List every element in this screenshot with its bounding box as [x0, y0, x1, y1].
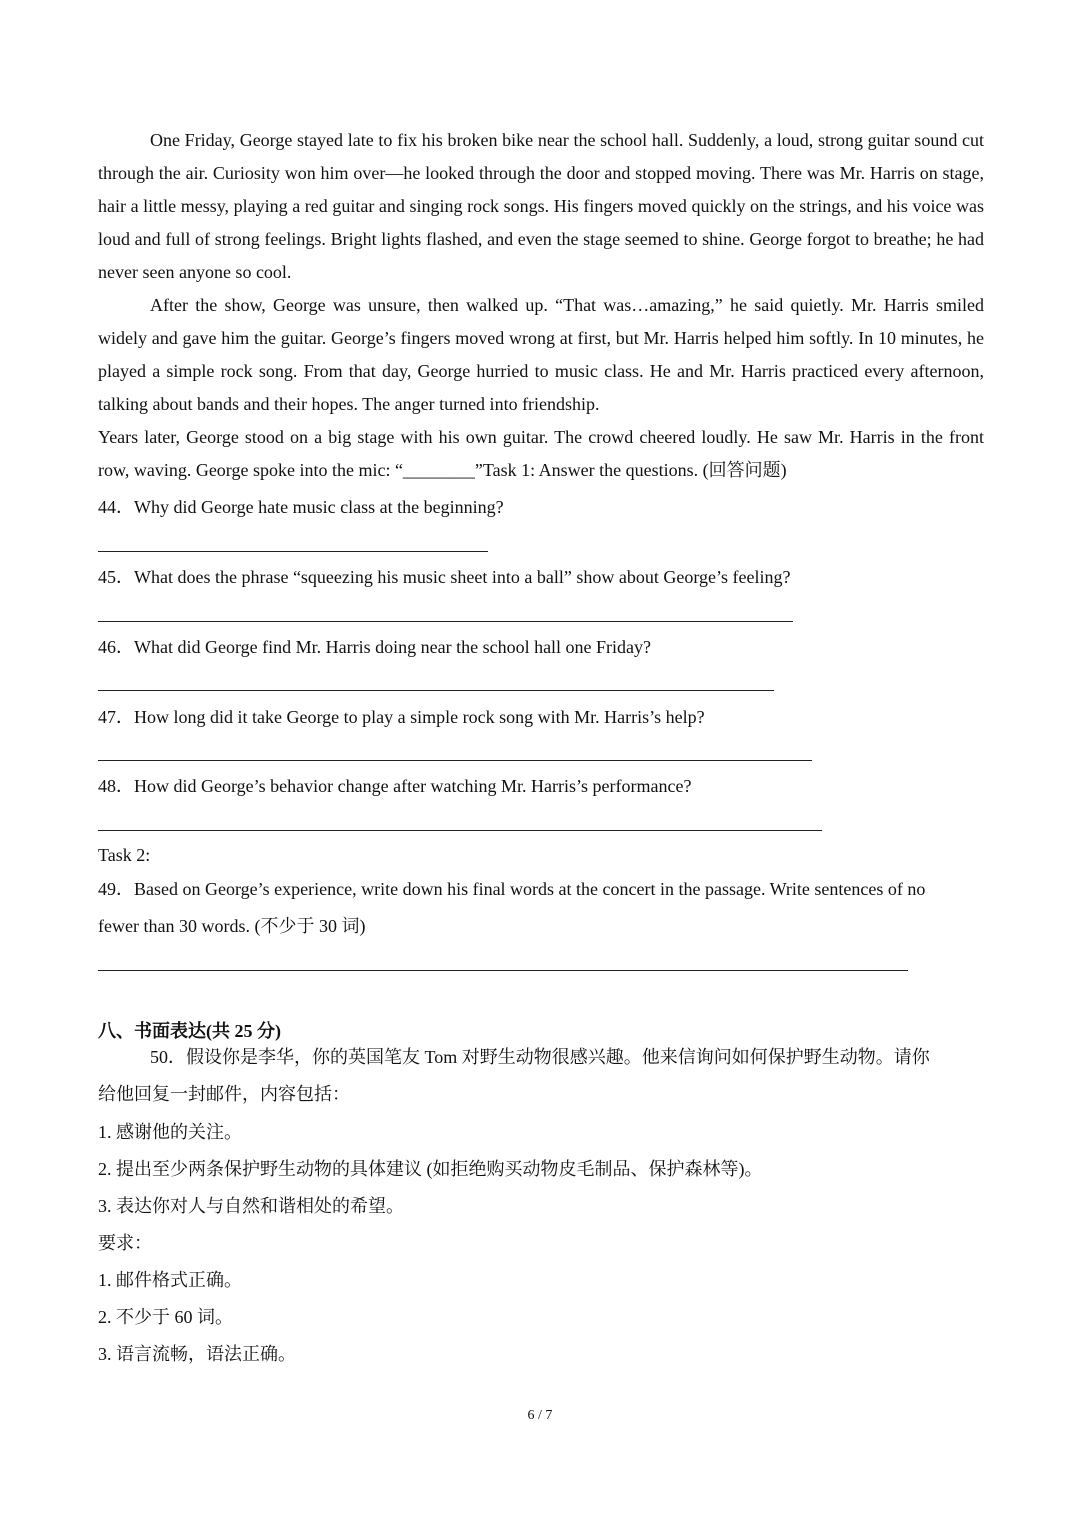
section-title: 八、书面表达(共 25 分) — [98, 1021, 281, 1041]
question-49: 49．Based on George’s experience, write down his final words at the concert in the passage. Write sentences of no — [98, 879, 926, 899]
page-number: 6 / 7 — [527, 1408, 553, 1423]
answer-line-47[interactable] — [98, 760, 812, 761]
question-48: 48．How did George’s behavior change after watching Mr. Harris’s performance? — [98, 776, 692, 796]
question-45: 45．What does the phrase “squeezing his music sheet into a ball” show about George’s feeling? — [98, 567, 791, 587]
question-47: 47．How long did it take George to play a simple rock song with Mr. Harris’s help? — [98, 707, 705, 727]
question-49-continued: fewer than 30 words. (不少于 30 词) — [98, 916, 366, 936]
requirement-2: 2. 不少于 60 词。 — [98, 1307, 233, 1327]
passage-paragraph-2: After the show, George was unsure, then walked up. “That was…amazing,” he said quietly. Mr. Harris smiled widely and gave him the guitar. George’s fingers moved wrong at first, but Mr. Harris helped him softly. In 10 minutes, he played a simple rock song. From that day, George hurried to music class. He and Mr. Harris practiced every afternoon, talking about bands and their hopes. The anger turned into friendship. — [98, 295, 984, 414]
question-46: 46．What did George find Mr. Harris doing near the school hall one Friday? — [98, 637, 652, 657]
answer-line-44[interactable] — [98, 551, 488, 552]
answer-line-48[interactable] — [98, 830, 822, 831]
content-item-3: 3. 表达你对人与自然和谐相处的希望。 — [98, 1196, 404, 1216]
question-44: 44．Why did George hate music class at the beginning? — [98, 497, 504, 517]
question-50: 50．假设你是李华，你的英国笔友 Tom 对野生动物很感兴趣。他来信询问如何保护野生动物。请你 — [150, 1047, 930, 1067]
requirements-label: 要求： — [98, 1233, 152, 1253]
answer-line-49[interactable] — [98, 970, 908, 971]
answer-line-46[interactable] — [98, 690, 774, 691]
requirement-1: 1. 邮件格式正确。 — [98, 1270, 242, 1290]
passage — [98, 124, 984, 487]
passage-paragraph-1: One Friday, George stayed late to fix his broken bike near the school hall. Suddenly, a loud, strong guitar sound cut through the air. Curiosity won him over—he looked through the door and stopped moving. There was Mr. Harris on stage, hair a little messy, playing a red guitar and singing rock songs. His fingers moved quickly on the strings, and his voice was loud and full of strong feelings. Bright lights flashed, and even the stage seemed to shine. George forgot to breathe; he had never seen anyone so cool. — [98, 130, 984, 282]
requirement-3: 3. 语言流畅，语法正确。 — [98, 1344, 296, 1364]
passage-paragraph-3: Years later, George stood on a big stage with his own guitar. The crowd cheered loudly. He saw Mr. Harris in the front row, waving. George spoke into the mic: “________”Task 1: Answer the questions. (回答问题) — [98, 427, 984, 480]
question-50-continued: 给他回复一封邮件，内容包括： — [98, 1084, 350, 1104]
answer-line-45[interactable] — [98, 621, 793, 622]
task2-label: Task 2: — [98, 845, 151, 865]
content-item-2: 2. 提出至少两条保护野生动物的具体建议 (如拒绝购买动物皮毛制品、保护森林等)。 — [98, 1159, 763, 1179]
content-item-1: 1. 感谢他的关注。 — [98, 1122, 242, 1142]
